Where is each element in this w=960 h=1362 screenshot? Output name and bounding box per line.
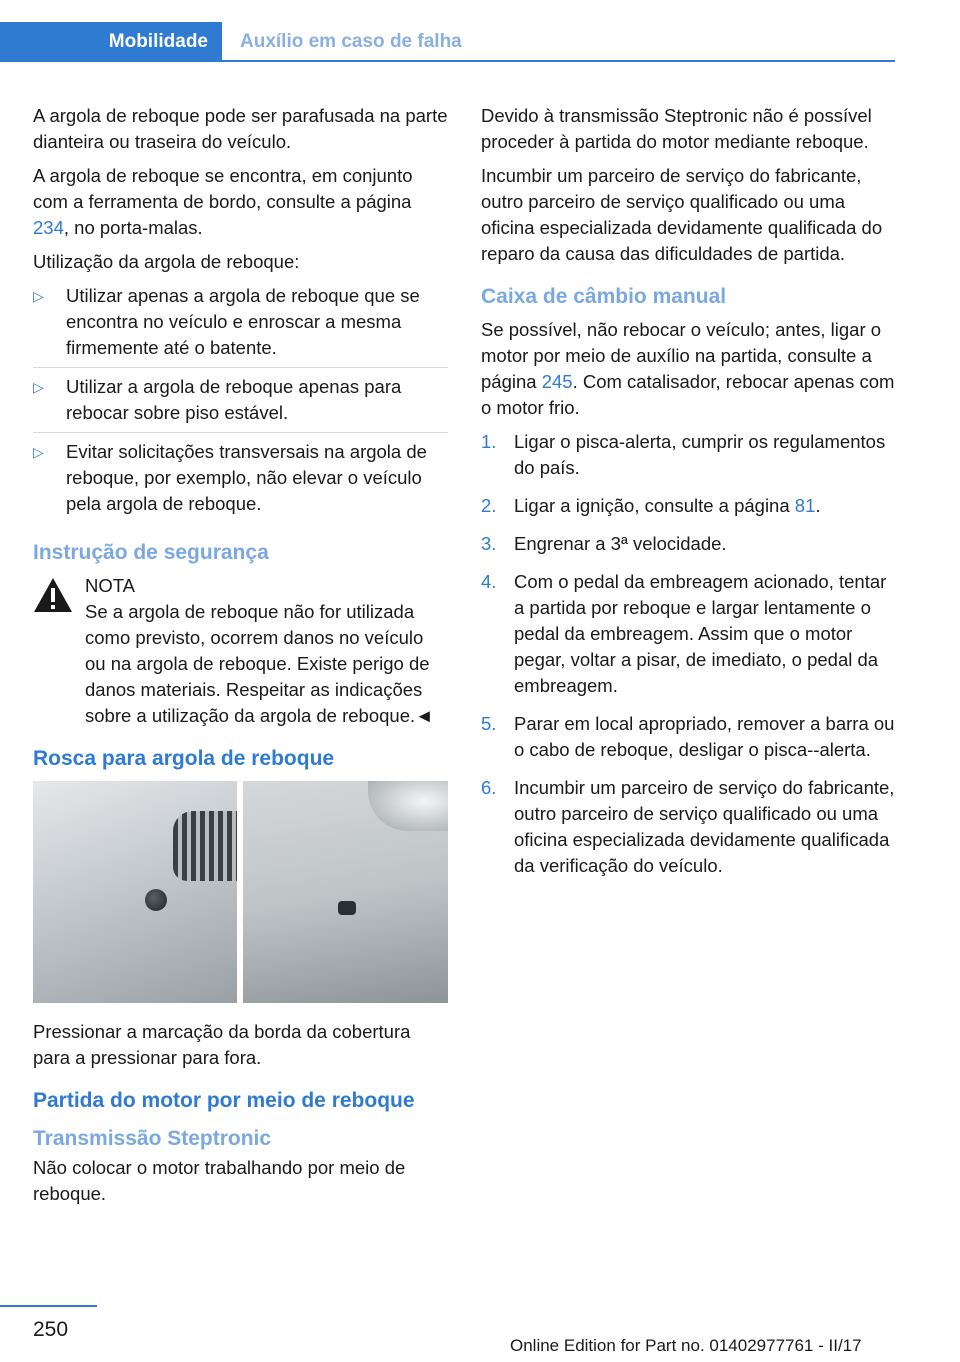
list-item	[33, 439, 448, 523]
step-text: Ligar a ignição, consulte a página	[514, 495, 795, 516]
section-heading: Rosca para argola de reboque	[33, 747, 335, 770]
step-number: 4.	[481, 571, 497, 592]
chapter-tab[interactable]: Auxílio em caso de falha	[240, 31, 462, 52]
step-text: Incumbir um parceiro de serviço do fabricante, outro parceiro de serviço qualificado ou uma oficina especializada devidamente qualificada da verificação do veículo.	[514, 777, 895, 876]
warning-triangle-icon	[33, 577, 73, 613]
step-text: .	[815, 495, 821, 516]
warning-box	[33, 573, 448, 729]
list-item-text: Utilizar apenas a argola de reboque que se encontra no veículo e enroscar a mesma firmemente até o batente.	[66, 285, 420, 358]
warning-text-line: Se a argola de reboque não for utilizada como previsto, ocorrem danos no veículo ou na argola de reboque. Existe perigo de danos materiais. Respeitar as indicações sobre a utilização da argola de reboque.◄	[85, 601, 434, 726]
paragraph: Devido à transmissão Steptronic não é possível proceder à partida do motor mediante reboque.	[481, 105, 872, 152]
text: , no porta-malas.	[63, 217, 203, 238]
bullet-list	[33, 283, 448, 523]
list-item-text: Evitar solicitações transversais na argola de reboque, por exemplo, não elevar o veículo pela argola de reboque.	[66, 441, 427, 514]
paragraph	[33, 163, 448, 241]
paragraph	[481, 317, 896, 421]
section-heading: Instrução de segurança	[33, 541, 269, 564]
warning-text	[33, 599, 448, 729]
list-item	[33, 374, 448, 433]
page-link[interactable]: 81	[794, 495, 816, 516]
tow-cover-shape	[145, 889, 167, 911]
list-item	[33, 283, 448, 368]
step-text: Ligar o pisca-alerta, cumprir os regulamentos do país.	[514, 431, 886, 478]
footer-rule	[0, 1305, 97, 1307]
step-item	[481, 711, 896, 769]
paragraph: A argola de reboque pode ser parafusada na parte dianteira ou traseira do veículo.	[33, 105, 448, 152]
warning-title: NOTA	[85, 575, 136, 596]
text: A argola de reboque se encontra, em conjunto com a ferramenta de bordo, consulte a página	[33, 165, 413, 212]
tow-eye-photo	[33, 781, 448, 1003]
page-link[interactable]: 245	[541, 371, 573, 392]
triangle-right-icon: ▷	[33, 379, 44, 395]
step-number: 1.	[481, 431, 497, 452]
paragraph: Não colocar o motor trabalhando por meio de reboque.	[33, 1157, 406, 1204]
step-item	[481, 493, 896, 525]
photo-caption: Pressionar a marcação da borda da cobertura para a pressionar para fora.	[33, 1021, 411, 1068]
page-header	[0, 22, 895, 62]
step-number: 6.	[481, 777, 497, 798]
step-text: Engrenar a 3ª velocidade.	[514, 533, 727, 554]
subsection-heading: Transmissão Steptronic	[33, 1127, 272, 1150]
step-text: Parar em local apropriado, remover a barra ou o cabo de reboque, desligar o pisca--alerta.	[514, 713, 895, 760]
photo-front-panel	[33, 781, 237, 1003]
section-tab[interactable]: Mobilidade	[0, 22, 222, 62]
photo-rear-panel	[243, 781, 448, 1003]
paragraph: Incumbir um parceiro de serviço do fabricante, outro parceiro de serviço qualificado ou uma oficina especializada devidamente qualificada do reparo da causa das dificuldades de partida.	[481, 165, 883, 264]
step-text: Com o pedal da embreagem acionado, tentar a partida por reboque e largar lentamente o pedal da embreagem. Assim que o motor pegar, voltar a pisar, de imediato, o pedal da embreagem.	[514, 571, 887, 696]
step-item	[481, 569, 896, 705]
paragraph: Utilização da argola de reboque:	[33, 251, 300, 272]
left-column	[33, 103, 448, 1215]
step-item	[481, 775, 896, 885]
step-item	[481, 429, 896, 487]
tow-cover-shape	[338, 901, 356, 915]
triangle-right-icon: ▷	[33, 288, 44, 304]
section-heading: Partida do motor por meio de reboque	[33, 1089, 415, 1112]
step-number: 5.	[481, 713, 497, 734]
grille-shape	[173, 811, 237, 881]
page-number: 250	[33, 1318, 69, 1341]
list-item-text: Utilizar a argola de reboque apenas para rebocar sobre piso estável.	[66, 376, 402, 423]
step-number: 2.	[481, 495, 497, 516]
step-list	[481, 429, 896, 885]
edition-note: Online Edition for Part no. 01402977761 - II/17	[510, 1336, 862, 1355]
text: Se possível, não rebocar o veículo; antes, ligar o motor por meio de auxílio na partida, consulte a página	[481, 319, 882, 392]
subsection-heading: Caixa de câmbio manual	[481, 285, 727, 308]
triangle-right-icon: ▷	[33, 444, 44, 460]
page-link[interactable]: 234	[33, 217, 64, 238]
right-column	[481, 103, 896, 893]
lamp-shape	[368, 781, 448, 831]
step-number: 3.	[481, 533, 497, 554]
step-item	[481, 531, 896, 563]
text: . Com catalisador, rebocar apenas com o motor frio.	[481, 371, 895, 418]
header-rule	[0, 60, 895, 62]
